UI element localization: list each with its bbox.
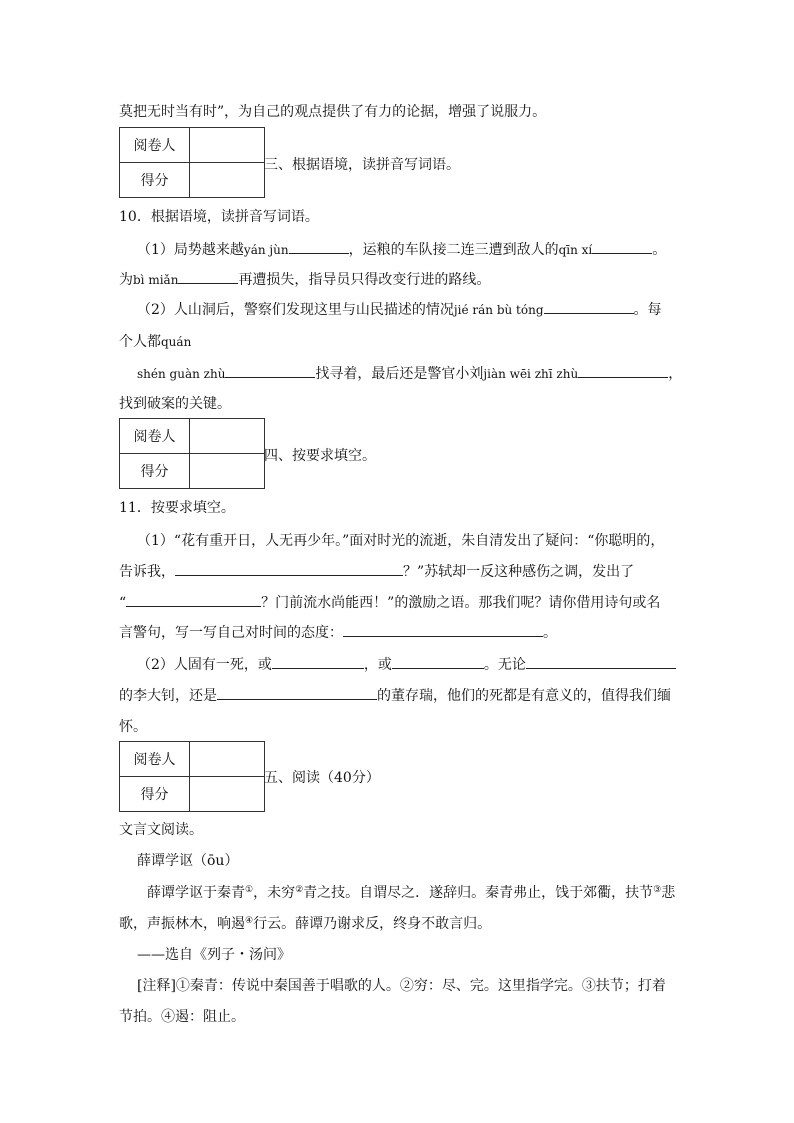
score-cell[interactable] <box>190 163 265 198</box>
q10-title: 10．根据语境，读拼音写词语。 <box>119 209 319 225</box>
q10-part1-line2: 为bì miǎn 再遭损失，指导员只得改变行进的路线。 <box>119 272 491 288</box>
score-label: 得分 <box>120 163 190 198</box>
answer-blank[interactable] <box>272 655 364 669</box>
q10-part1-line1: （1）局势越来越yán jùn ，运粮的车队接二连三遭到敌人的qīn xí 。 <box>137 242 667 258</box>
score-box-3 <box>119 127 265 198</box>
reviewer-label: 阅卷人 <box>120 128 190 163</box>
q11-part1-line2: 告诉我， ？”苏轼却一反这种感伤之调，发出了 <box>119 564 635 580</box>
q10-part2-line3: shén guàn zhù 找寻着，最后还是警官小刘jiàn wēi zhī zhù ， <box>137 366 683 382</box>
answer-blank[interactable] <box>289 240 349 254</box>
reading-intro: 文言文阅读。 <box>119 822 203 838</box>
answer-blank[interactable] <box>217 686 377 700</box>
reviewer-cell[interactable] <box>190 128 265 163</box>
answer-blank[interactable] <box>126 593 261 607</box>
pinyin-jieranbutong: jié rán bù tóng <box>453 303 544 317</box>
q11-part1-line1: （1）“花有重开日，人无再少年。”面对时光的流逝，朱自清发出了疑问：“你聪明的， <box>137 533 665 549</box>
section-4-title: 四、按要求填空。 <box>264 448 376 464</box>
q10-part2-line4: 找到破案的关键。 <box>119 396 231 412</box>
q11-part1-line4: 言警句，写一写自己对时间的态度： 。 <box>119 625 557 641</box>
reviewer-label: 阅卷人 <box>120 742 190 777</box>
section-5-title: 五、阅读（40分） <box>264 770 380 786</box>
q11-title: 11．按要求填空。 <box>119 500 235 516</box>
reading-title: 薛谭学讴（ōu） <box>137 853 239 869</box>
answer-blank[interactable] <box>392 655 484 669</box>
pinyin-bimian: bì miǎn <box>133 273 179 287</box>
note-marker: ① <box>245 885 254 895</box>
answer-blank[interactable] <box>343 623 543 637</box>
note-marker: ③ <box>653 885 662 895</box>
score-box-4 <box>119 418 265 489</box>
reviewer-cell[interactable] <box>190 742 265 777</box>
note-marker: ④ <box>245 916 254 926</box>
q10-part2-line1: （2）人山洞后，警察们发现这里与山民描述的情况jié rán bù tóng 。每 <box>137 302 662 318</box>
reading-notes-line1: [注释]①秦青：传说中秦国善于唱歌的人。②穷：尽、完。这里指学完。③扶节；打着 <box>137 978 666 994</box>
pinyin-quan: quán <box>161 335 192 349</box>
q10-part2-line2: 个人都quán <box>119 334 192 350</box>
reading-source: ——选自《列子・汤问》 <box>137 947 291 963</box>
q11-part2-line3: 怀。 <box>119 719 147 735</box>
pinyin-shenguanzhu: shén guàn zhù <box>137 367 226 381</box>
score-box-5 <box>119 741 265 812</box>
score-label: 得分 <box>120 454 190 489</box>
answer-blank[interactable] <box>544 300 634 314</box>
pinyin-qinxi: qīn xí <box>558 243 593 257</box>
answer-blank[interactable] <box>175 562 403 576</box>
reading-notes-line2: 节拍。④遏：阻止。 <box>119 1009 245 1025</box>
q11-part2-line2: 的李大钊，还是 的董存瑞，他们的死都是有意义的，值得我们缅 <box>119 688 671 704</box>
score-label: 得分 <box>120 777 190 812</box>
answer-blank[interactable] <box>526 655 676 669</box>
section-3-title: 三、根据语境，读拼音写词语。 <box>264 157 460 173</box>
reviewer-cell[interactable] <box>190 419 265 454</box>
score-cell[interactable] <box>190 777 265 812</box>
answer-blank[interactable] <box>578 364 668 378</box>
note-marker: ② <box>295 885 304 895</box>
answer-blank[interactable] <box>178 270 238 284</box>
pinyin-jianweizhizhu: jiàn wēi zhī zhù <box>483 367 579 381</box>
q11-part1-line3: “ ？门前流水尚能西！”的激励之语。那我们呢？请你借用诗句或名 <box>119 595 661 611</box>
reading-body-line1: 薛谭学讴于秦青①，未穷②青之技。自谓尽之．遂辞归。秦青弗止，饯于郊衢，扶节③悲 <box>147 885 676 901</box>
score-cell[interactable] <box>190 454 265 489</box>
reading-body-line2: 歌，声振林木，响遏④行云。薛谭乃谢求反，终身不敢言归。 <box>119 916 492 932</box>
reviewer-label: 阅卷人 <box>120 419 190 454</box>
answer-blank[interactable] <box>592 240 652 254</box>
pinyin-yanjun: yán jùn <box>243 243 289 257</box>
answer-blank[interactable] <box>225 364 315 378</box>
intro-line: 莫把无时当有时”，为自己的观点提供了有力的论据，增强了说服力。 <box>119 104 547 120</box>
q11-part2-line1: （2）人固有一死，或 ，或 。无论 <box>137 655 676 675</box>
